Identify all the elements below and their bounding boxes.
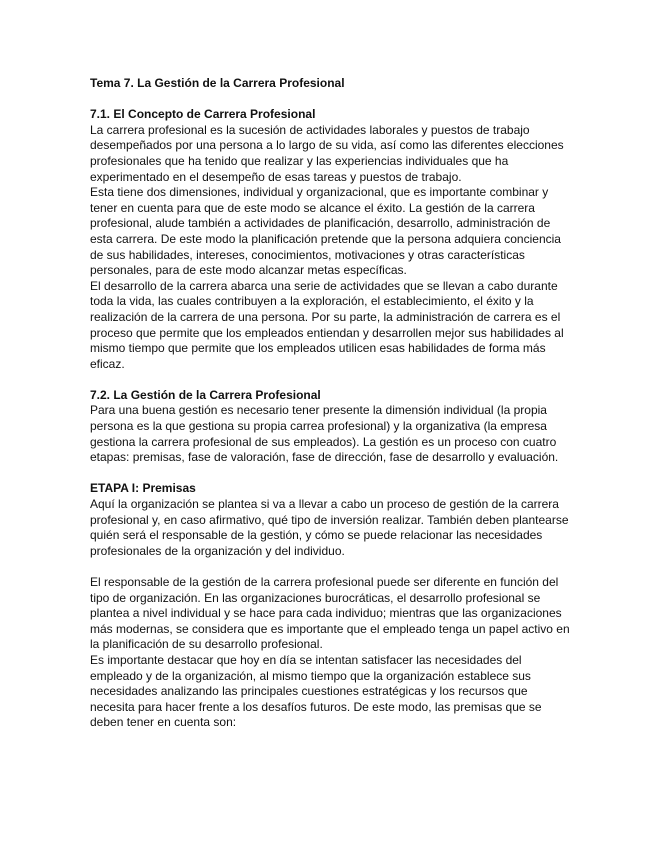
paragraph: La carrera profesional es la sucesión de actividades laborales y puestos de trabajo desempeñados por una persona a lo largo de su vida, así como las diferentes elecciones profesionales que ha tenido que realizar y las experiencias individuales que ha experimentado en el desempeño de esas tareas y puestos de trabajo.: [90, 122, 564, 184]
paragraph: Aquí la organización se plantea si va a llevar a cabo un proceso de gestión de la carrera profesional y, en caso afirmativo, qué tipo de inversión realizar. También deben plantearse quién será el responsable de la gestión, y cómo se puede relacionar las necesidades profesionales de la organización y del individuo.: [90, 497, 569, 558]
closing-block: [90, 575, 570, 731]
paragraph: Para una buena gestión es necesario tener presente la dimensión individual (la propia persona es la que gestiona su propia carrea profesional) y la organizativa (la empresa gestiona la carrera profesional de sus empleados). La gestión es un proceso con cuatro etapas: premisas, fase de valoración, fase de dirección, fase de desarrollo y evaluación.: [90, 403, 559, 465]
section-heading: ETAPA I: Premisas: [90, 481, 196, 496]
paragraph: El responsable de la gestión de la carrera profesional puede ser diferente en función del tipo de organización. En las organizaciones burocráticas, el desarrollo profesional se plantea a nivel individual y se hace para cada individuo; mientras que las organizaciones más modernas, se considera que es importante que el empleado tenga un papel activo en la planificación de su desarrollo profesional.: [90, 575, 570, 652]
section-heading: 7.1. El Concepto de Carrera Profesional: [90, 107, 316, 122]
section-gestion: [90, 388, 570, 466]
section-heading: 7.2. La Gestión de la Carrera Profesional: [90, 387, 321, 402]
paragraph: Es importante destacar que hoy en día se intentan satisfacer las necesidades del empleado y de la organización, al mismo tiempo que la organización establece sus necesidades analizando las principales cuestiones estratégicas y los recursos que necesita para hacer frente a los desafíos futuros. De este modo, las premisas que se deben tener en cuenta son:: [90, 652, 542, 730]
section-etapa-1: [90, 481, 570, 559]
paragraph: El desarrollo de la carrera abarca una serie de actividades que se llevan a cabo durante toda la vida, las cuales contribuyen a la exploración, el establecimiento, el éxito y la realización de la carrera de una persona. Por su parte, la administración de carrera es el proceso que permite que los empleados entiendan y desarrollen mejor sus habilidades al mismo tiempo que permite que los empleados utilicen esas habilidades de forma más eficaz.: [90, 278, 564, 371]
document-page: [90, 76, 570, 731]
document-title: Tema 7. La Gestión de la Carrera Profesional: [90, 76, 345, 90]
paragraph: Esta tiene dos dimensiones, individual y organizacional, que es importante combinar y tener en cuenta para que de este modo se alcance el éxito. La gestión de la carrera profesional, alude también a actividades de planificación, desarrollo, administración de esta carrera. De este modo la planificación pretende que la persona adquiera conciencia de sus habilidades, intereses, conocimientos, motivaciones y otras características personales, para de este modo alcanzar metas específicas.: [90, 185, 561, 278]
section-concepto: [90, 107, 570, 372]
